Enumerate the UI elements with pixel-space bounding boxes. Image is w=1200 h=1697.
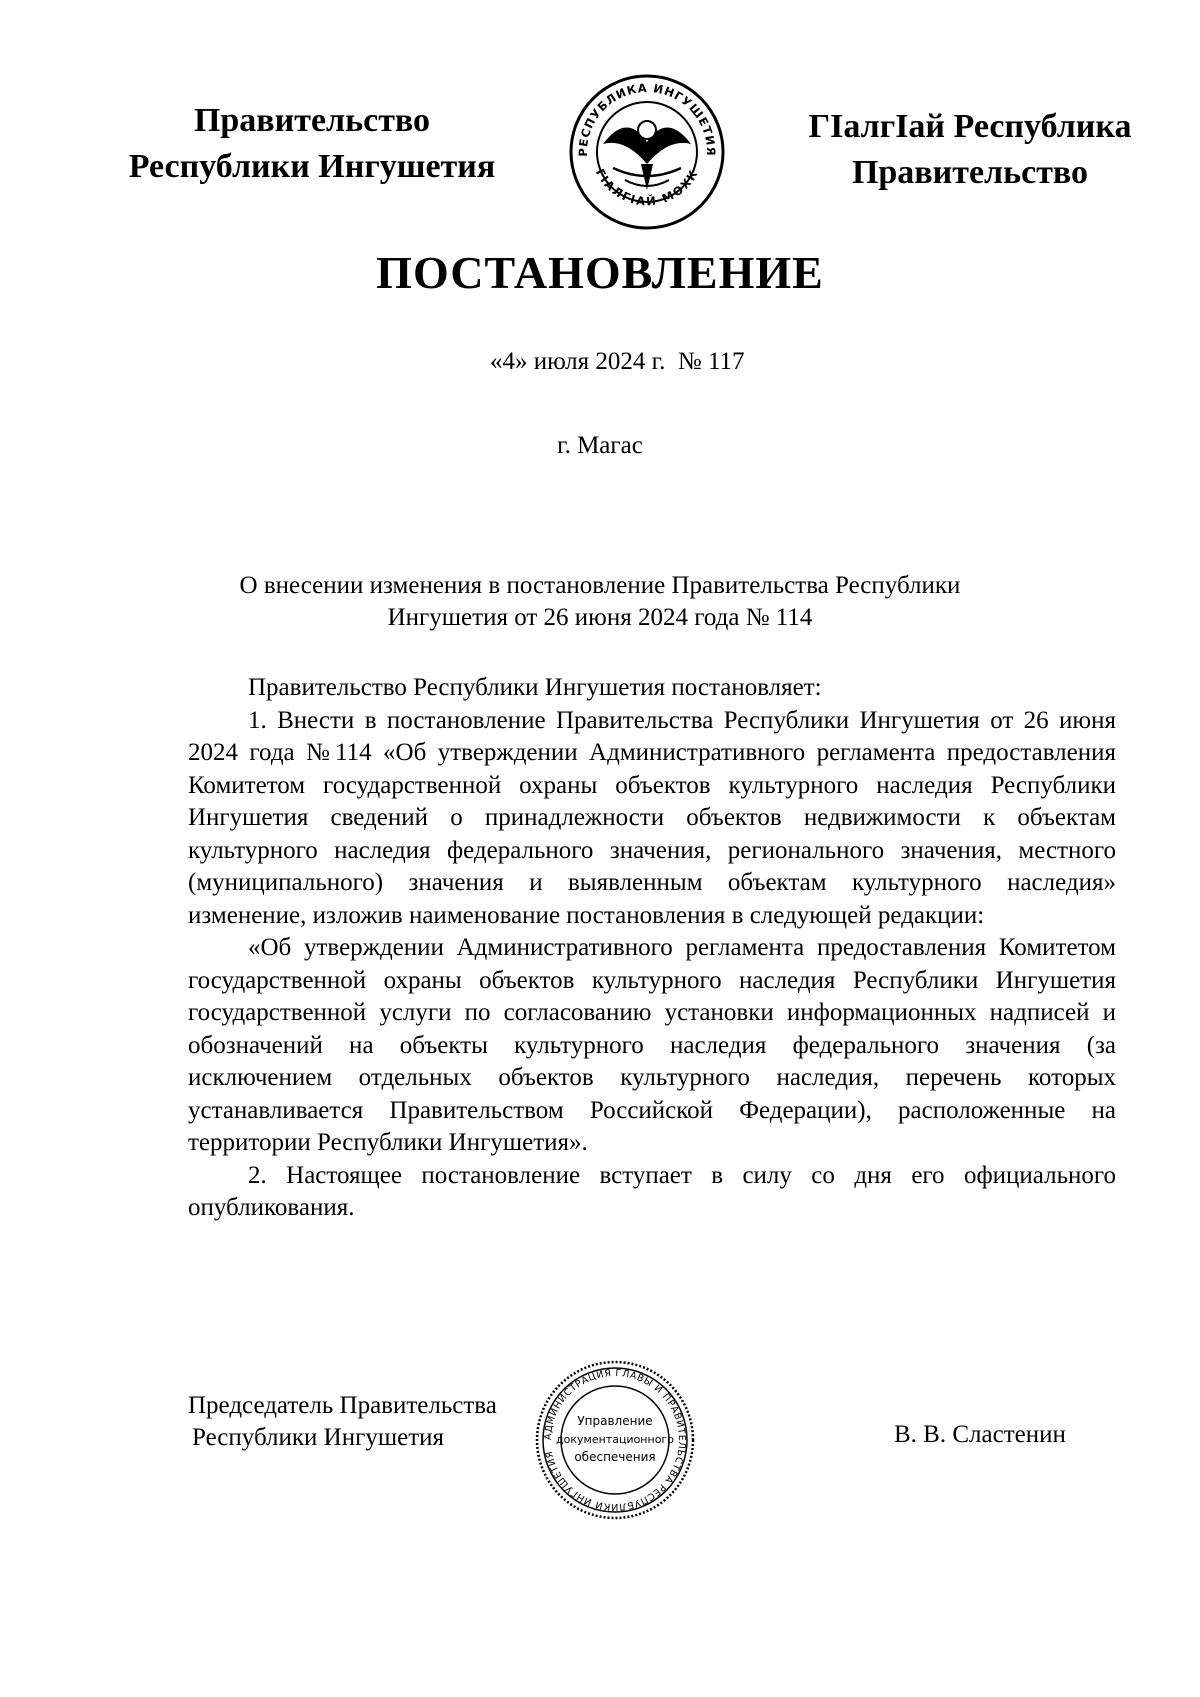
- document-type-heading: ПОСТАНОВЛЕНИЕ: [376, 247, 824, 298]
- document-title-line1: О внесении изменения в постановление Правительства Республики: [239, 572, 961, 599]
- svg-text:ГIАЛГIАЙ МОХК: ГIАЛГIАЙ МОХК: [592, 166, 702, 209]
- svg-text:обеспечения: обеспечения: [574, 1450, 656, 1464]
- header-right-line2: Правительство: [851, 154, 1089, 191]
- document-title-line2: Ингушетия от 26 июня 2024 года № 114: [387, 604, 813, 631]
- header-left-line2: Республики Ингушетия: [128, 148, 496, 185]
- city: г. Магас: [557, 432, 643, 459]
- document-title: [200, 570, 1000, 634]
- signatory-position: [188, 1390, 497, 1454]
- svg-text:документационного: документационного: [556, 1433, 674, 1446]
- document-body: [188, 672, 1116, 1225]
- body-item-1: 1. Внести в постановление Правительства Республики Ингушетия от 26 июня 2024 года №114 «Об утверждении Административного регламента предоставления Комитетом государственной охраны объектов культурного наследия Республики Ингушетия сведений о принадлежности объектов недвижимости к объектам культурного наследия федерального значения, регионального значения, местного (муниципального) значения и выявленным объектам культурного наследия» изменение, изложив наименование постановления в следующей редакции:: [188, 706, 1116, 929]
- svg-text:АДМИНИСТРАЦИЯ ГЛАВЫ И ПРАВИТЕЛ: АДМИНИСТРАЦИЯ ГЛАВЫ И ПРАВИТЕЛЬСТВА РЕСПУБЛИКИ ИНГУШЕТИЯ: [542, 1367, 688, 1513]
- coat-of-arms-icon: [567, 72, 727, 232]
- header-right-line1: ГIалгIай Республика: [808, 108, 1132, 145]
- body-item-2: 2. Настоящее постановление вступает в силу со дня его официального опубликования.: [188, 1161, 1116, 1221]
- signatory-position-line1: Председатель Правительства: [188, 1392, 497, 1419]
- body-intro: Правительство Республики Ингушетия постановляет:: [248, 674, 822, 701]
- body-quote: «Об утверждении Административного регламента предоставления Комитетом государственной охраны объектов культурного наследия Республики Ингушетия государственной услуги по согласованию установки информационных надписей и обозначений на объекты культурного наследия федерального значения (за исключением отдельных объектов культурного наследия, перечень которых устанавливается Правительством Российской Федерации), расположенные на территории Республики Ингушетия».: [188, 934, 1116, 1156]
- date-and-number: «4» июля 2024 г. № 117: [490, 348, 745, 375]
- signatory-name: В. В. Сластенин: [894, 1421, 1066, 1448]
- stamp-seal-icon: [534, 1359, 696, 1521]
- header-right: [790, 104, 1150, 196]
- header-left: [108, 98, 516, 190]
- header-left-line1: Правительство: [193, 102, 431, 139]
- signatory-position-line2: Республики Ингушетия: [192, 1424, 445, 1451]
- svg-text:РЕСПУБЛИКА ИНГУШЕТИЯ: РЕСПУБЛИКА ИНГУШЕТИЯ: [575, 80, 719, 157]
- svg-text:Управление: Управление: [577, 1414, 653, 1428]
